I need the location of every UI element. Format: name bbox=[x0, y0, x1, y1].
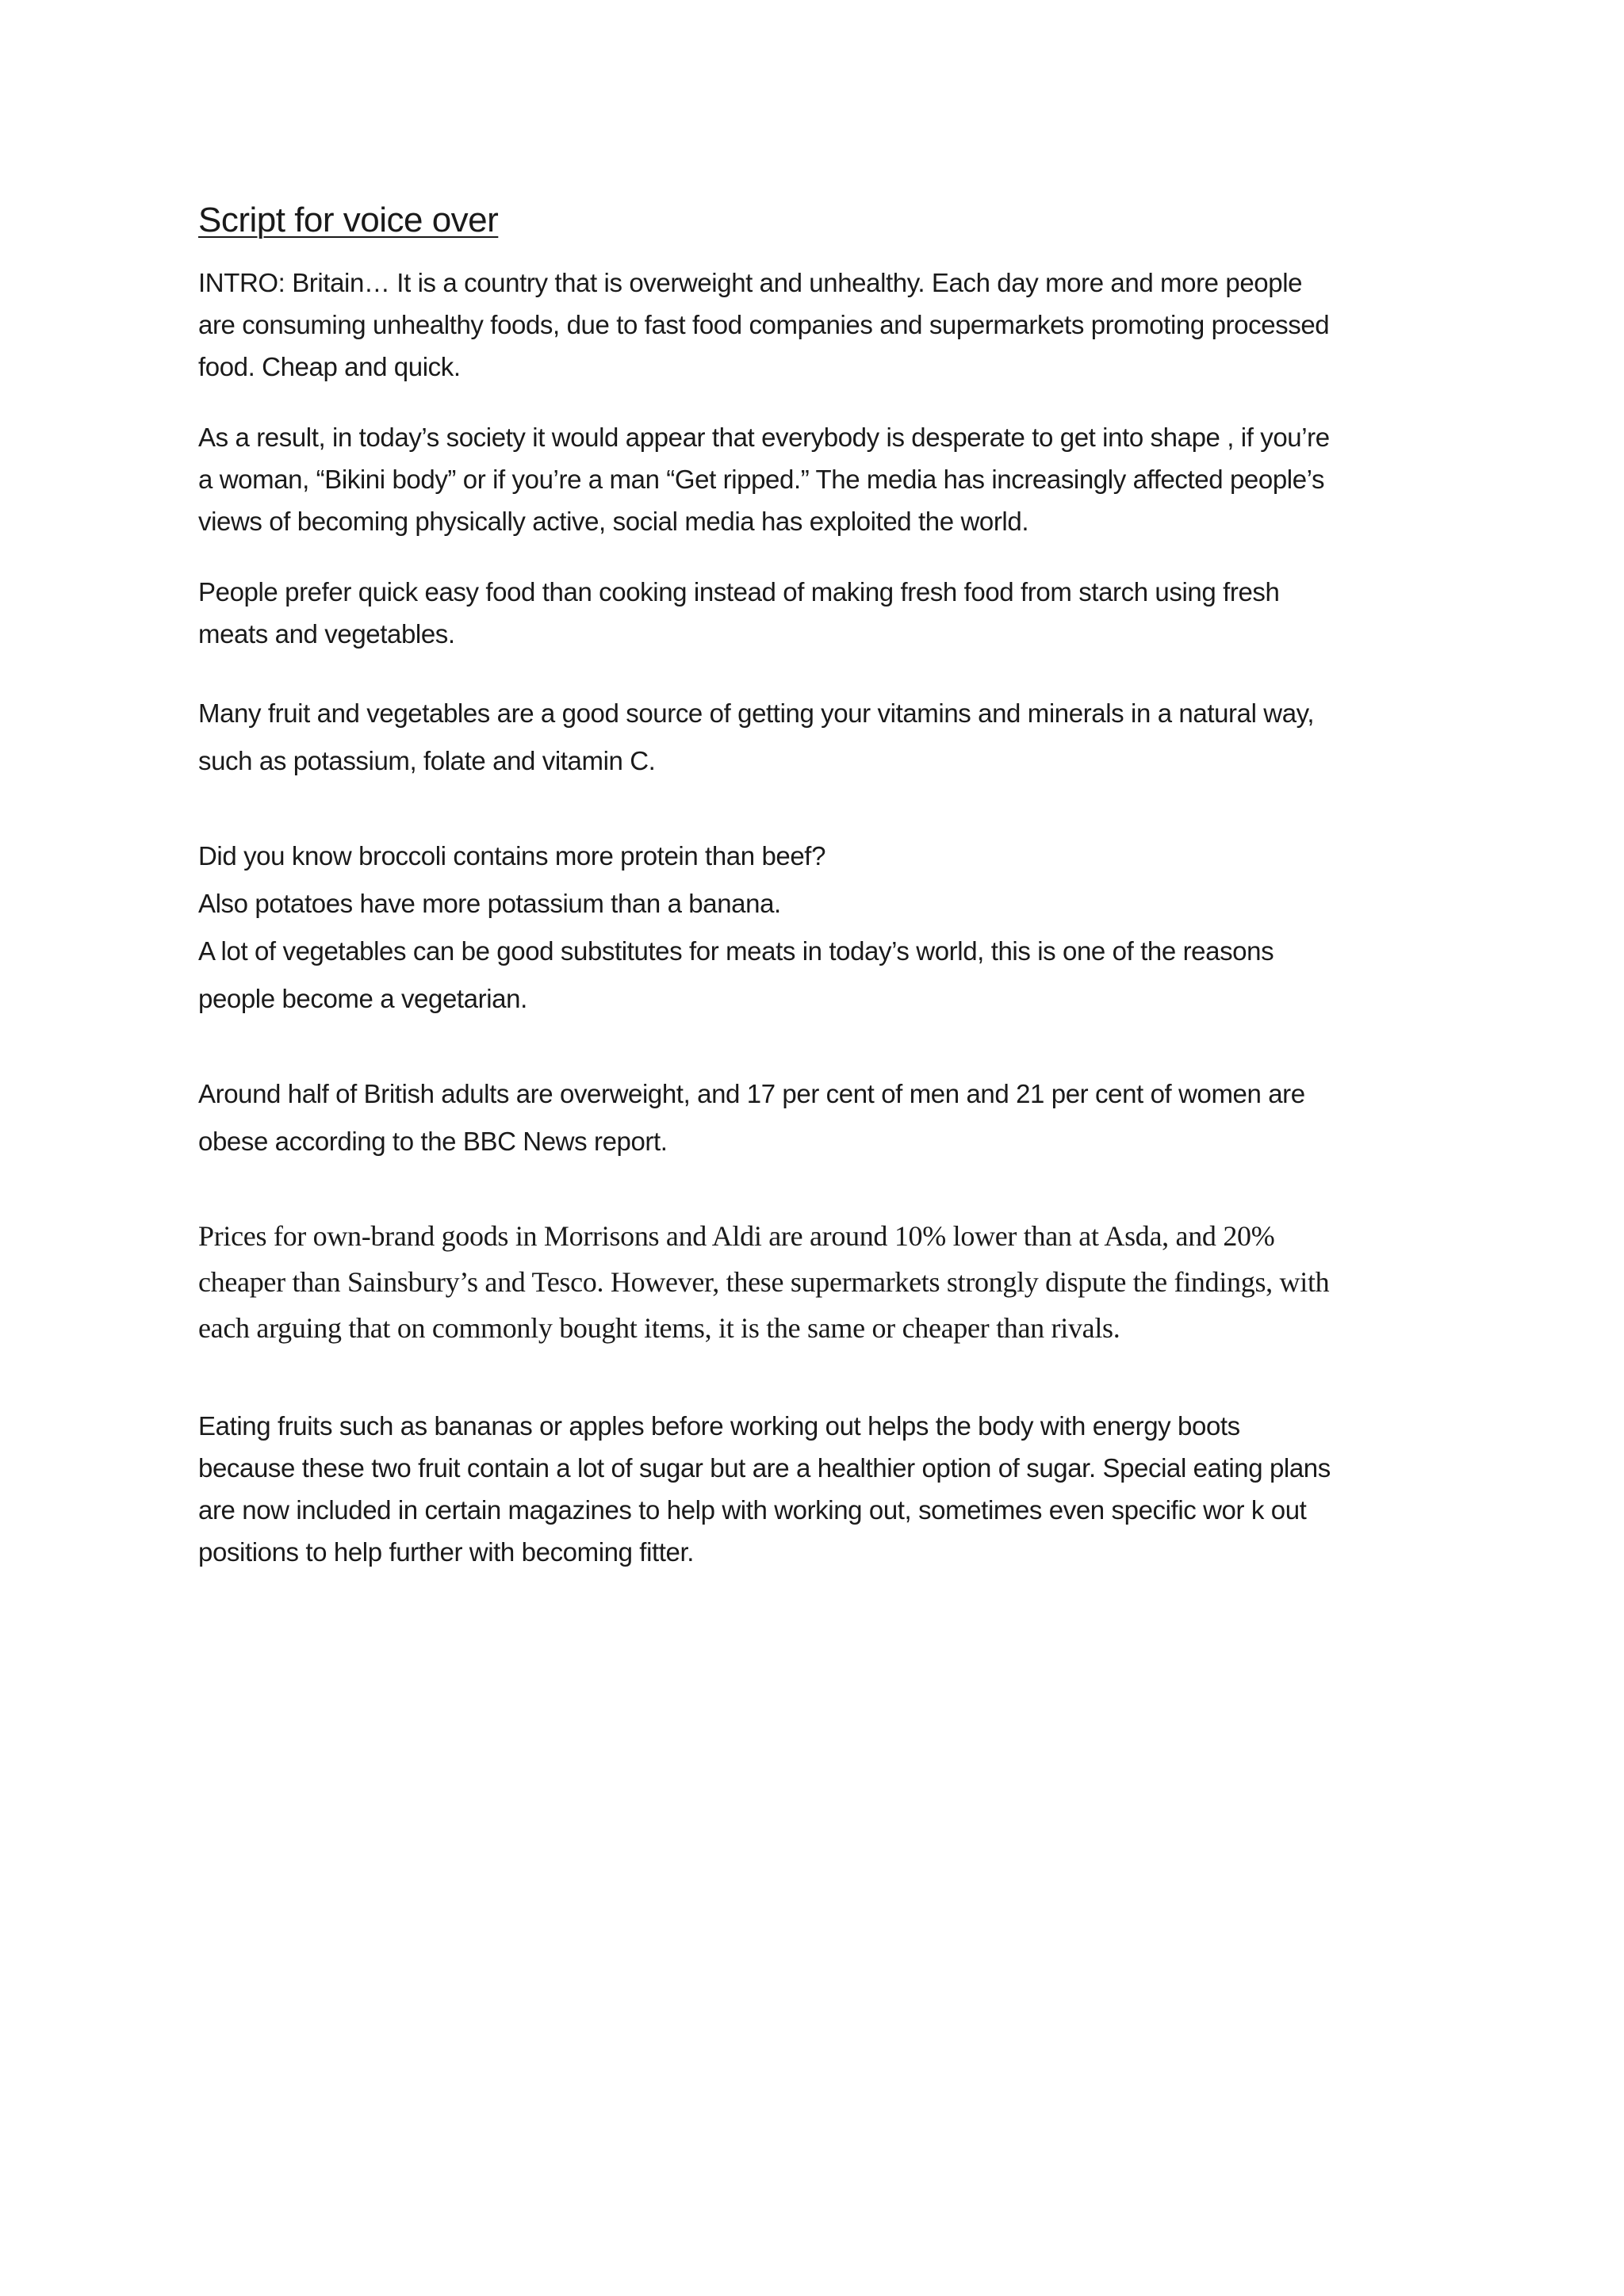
paragraph-line: Also potatoes have more potassium than a banana. bbox=[198, 889, 781, 918]
document-title: Script for voice over bbox=[198, 201, 499, 239]
paragraph-line: INTRO: Britain… It is a country that is overweight and unhealthy. Each day more and more people bbox=[198, 268, 1303, 297]
paragraph-overweight-stats bbox=[198, 1070, 1451, 1165]
paragraph-line: Eating fruits such as bananas or apples before working out helps the body with energy boots bbox=[198, 1411, 1240, 1441]
paragraph-line: such as potassium, folate and vitamin C. bbox=[198, 746, 656, 775]
paragraph-line: A lot of vegetables can be good substitutes for meats in today’s world, this is one of the reasons bbox=[198, 936, 1274, 966]
paragraph-line: a woman, “Bikini body” or if you’re a man “Get ripped.” The media has increasingly affected people’s bbox=[198, 465, 1325, 494]
paragraph-supermarket-prices bbox=[198, 1213, 1451, 1351]
paragraph-line: food. Cheap and quick. bbox=[198, 352, 461, 381]
document-body bbox=[198, 197, 1451, 1573]
paragraph-line: because these two fruit contain a lot of sugar but are a healthier option of sugar. Special eating plans bbox=[198, 1453, 1331, 1483]
paragraph-line: each arguing that on commonly bought items, it is the same or cheaper than rivals. bbox=[198, 1312, 1120, 1344]
paragraph-line: meats and vegetables. bbox=[198, 619, 455, 649]
paragraph-line: Many fruit and vegetables are a good source of getting your vitamins and minerals in a natural way, bbox=[198, 698, 1315, 728]
paragraph-fruit-vegetables bbox=[198, 690, 1451, 785]
paragraph-broccoli-facts bbox=[198, 832, 1451, 1023]
paragraph-line: Around half of British adults are overweight, and 17 per cent of men and 21 per cent of women are bbox=[198, 1079, 1305, 1108]
paragraph-line: Did you know broccoli contains more protein than beef? bbox=[198, 841, 826, 871]
paragraph-line: positions to help further with becoming fitter. bbox=[198, 1537, 695, 1567]
paragraph-line: are consuming unhealthy foods, due to fast food companies and supermarkets promoting processed bbox=[198, 310, 1330, 339]
paragraph-line: cheaper than Sainsbury’s and Tesco. However, these supermarkets strongly dispute the findings, with bbox=[198, 1266, 1330, 1298]
paragraph-energy-fruits bbox=[198, 1405, 1451, 1573]
paragraph-society bbox=[198, 416, 1451, 542]
paragraph-line: obese according to the BBC News report. bbox=[198, 1127, 668, 1156]
paragraph-line: As a result, in today’s society it would appear that everybody is desperate to get into shape , if you’re bbox=[198, 423, 1330, 452]
paragraph-intro bbox=[198, 262, 1451, 388]
paragraph-line: are now included in certain magazines to help with working out, sometimes even specific wor k out bbox=[198, 1495, 1307, 1525]
paragraph-line: people become a vegetarian. bbox=[198, 984, 527, 1013]
paragraph-line: Prices for own-brand goods in Morrisons and Aldi are around 10% lower than at Asda, and 20% bbox=[198, 1220, 1275, 1252]
paragraph-line: People prefer quick easy food than cooking instead of making fresh food from starch using fresh bbox=[198, 577, 1280, 607]
paragraph-line: views of becoming physically active, social media has exploited the world. bbox=[198, 507, 1029, 536]
paragraph-quick-food bbox=[198, 571, 1451, 655]
